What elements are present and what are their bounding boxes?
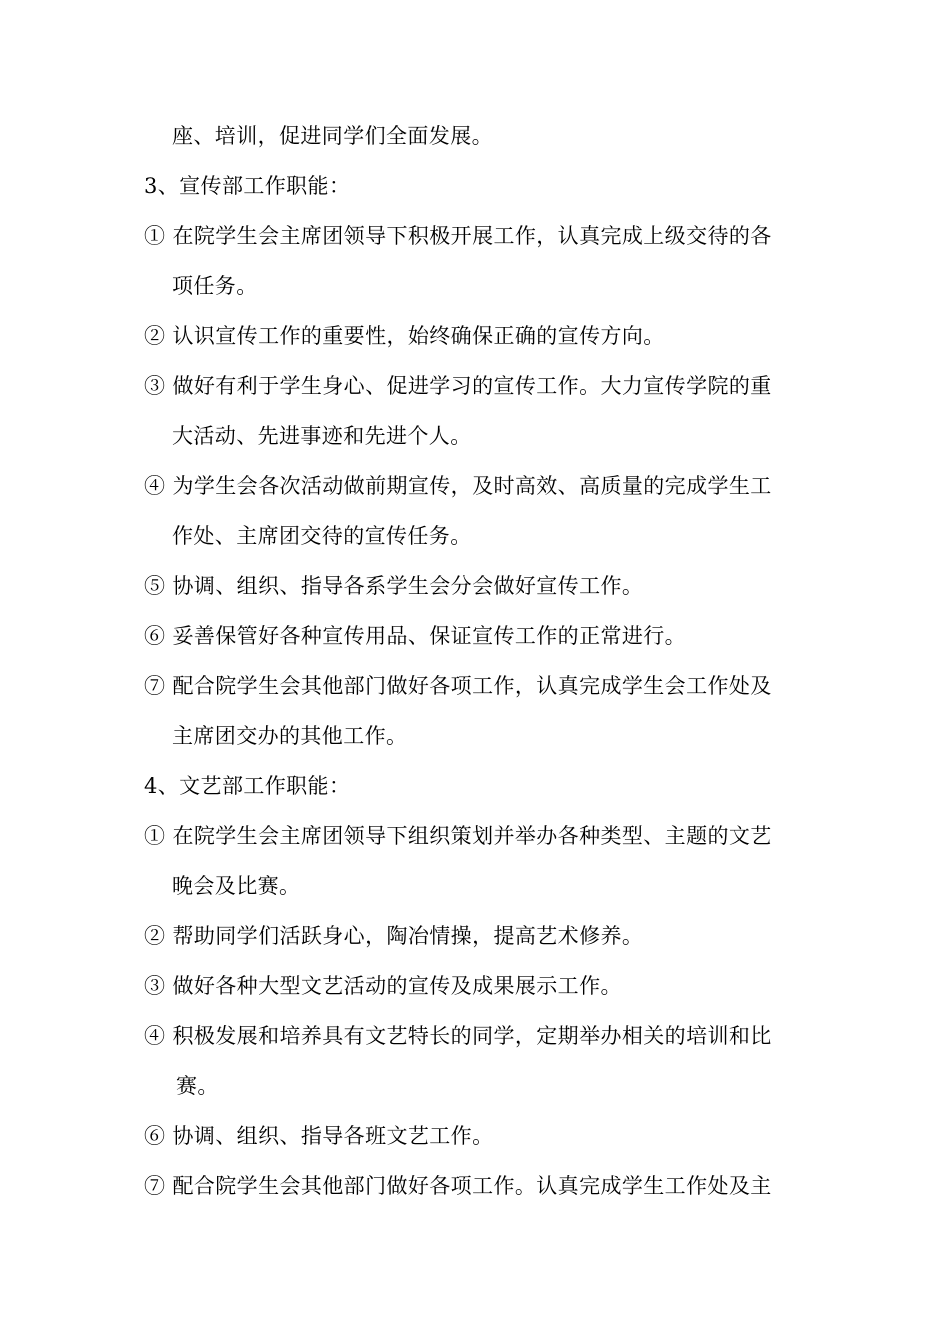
list-item: ① 在院学生会主席团领导下组织策划并举办各种类型、主题的文艺 — [144, 824, 772, 848]
list-item-continuation: 作处、主席团交待的宣传任务。 — [172, 524, 472, 548]
list-item: ② 帮助同学们活跃身心，陶冶情操，提高艺术修养。 — [144, 924, 644, 948]
list-item-continuation: 晚会及比赛。 — [172, 874, 301, 898]
list-item-continuation: 主席团交办的其他工作。 — [172, 724, 408, 748]
list-item: ④ 积极发展和培养具有文艺特长的同学，定期举办相关的培训和比 — [144, 1024, 772, 1048]
list-item: ③ 做好有利于学生身心、促进学习的宣传工作。大力宣传学院的重 — [144, 374, 772, 398]
list-item: ⑥ 妥善保管好各种宣传用品、保证宣传工作的正常进行。 — [144, 624, 687, 648]
list-item-continuation: 大活动、先进事迹和先进个人。 — [172, 424, 472, 448]
list-item: ① 在院学生会主席团领导下积极开展工作，认真完成上级交待的各 — [144, 224, 772, 248]
text-line: 座、培训，促进同学们全面发展。 — [172, 124, 493, 148]
list-item: ④ 为学生会各次活动做前期宣传，及时高效、高质量的完成学生工 — [144, 474, 772, 498]
section-heading: 4、文艺部工作职能： — [144, 774, 351, 798]
list-item: ⑤ 协调、组织、指导各系学生会分会做好宣传工作。 — [144, 574, 644, 598]
list-item: ⑦ 配合院学生会其他部门做好各项工作。认真完成学生工作处及主 — [144, 1174, 772, 1198]
list-item: ⑥ 协调、组织、指导各班文艺工作。 — [144, 1124, 494, 1148]
list-item-continuation: 项任务。 — [172, 274, 258, 298]
section-heading: 3、宣传部工作职能： — [144, 174, 351, 198]
list-item: ③ 做好各种大型文艺活动的宣传及成果展示工作。 — [144, 974, 622, 998]
list-item: ② 认识宣传工作的重要性，始终确保正确的宣传方向。 — [144, 324, 665, 348]
list-item: ⑦ 配合院学生会其他部门做好各项工作，认真完成学生会工作处及 — [144, 674, 772, 698]
list-item-continuation: 赛。 — [176, 1074, 219, 1098]
